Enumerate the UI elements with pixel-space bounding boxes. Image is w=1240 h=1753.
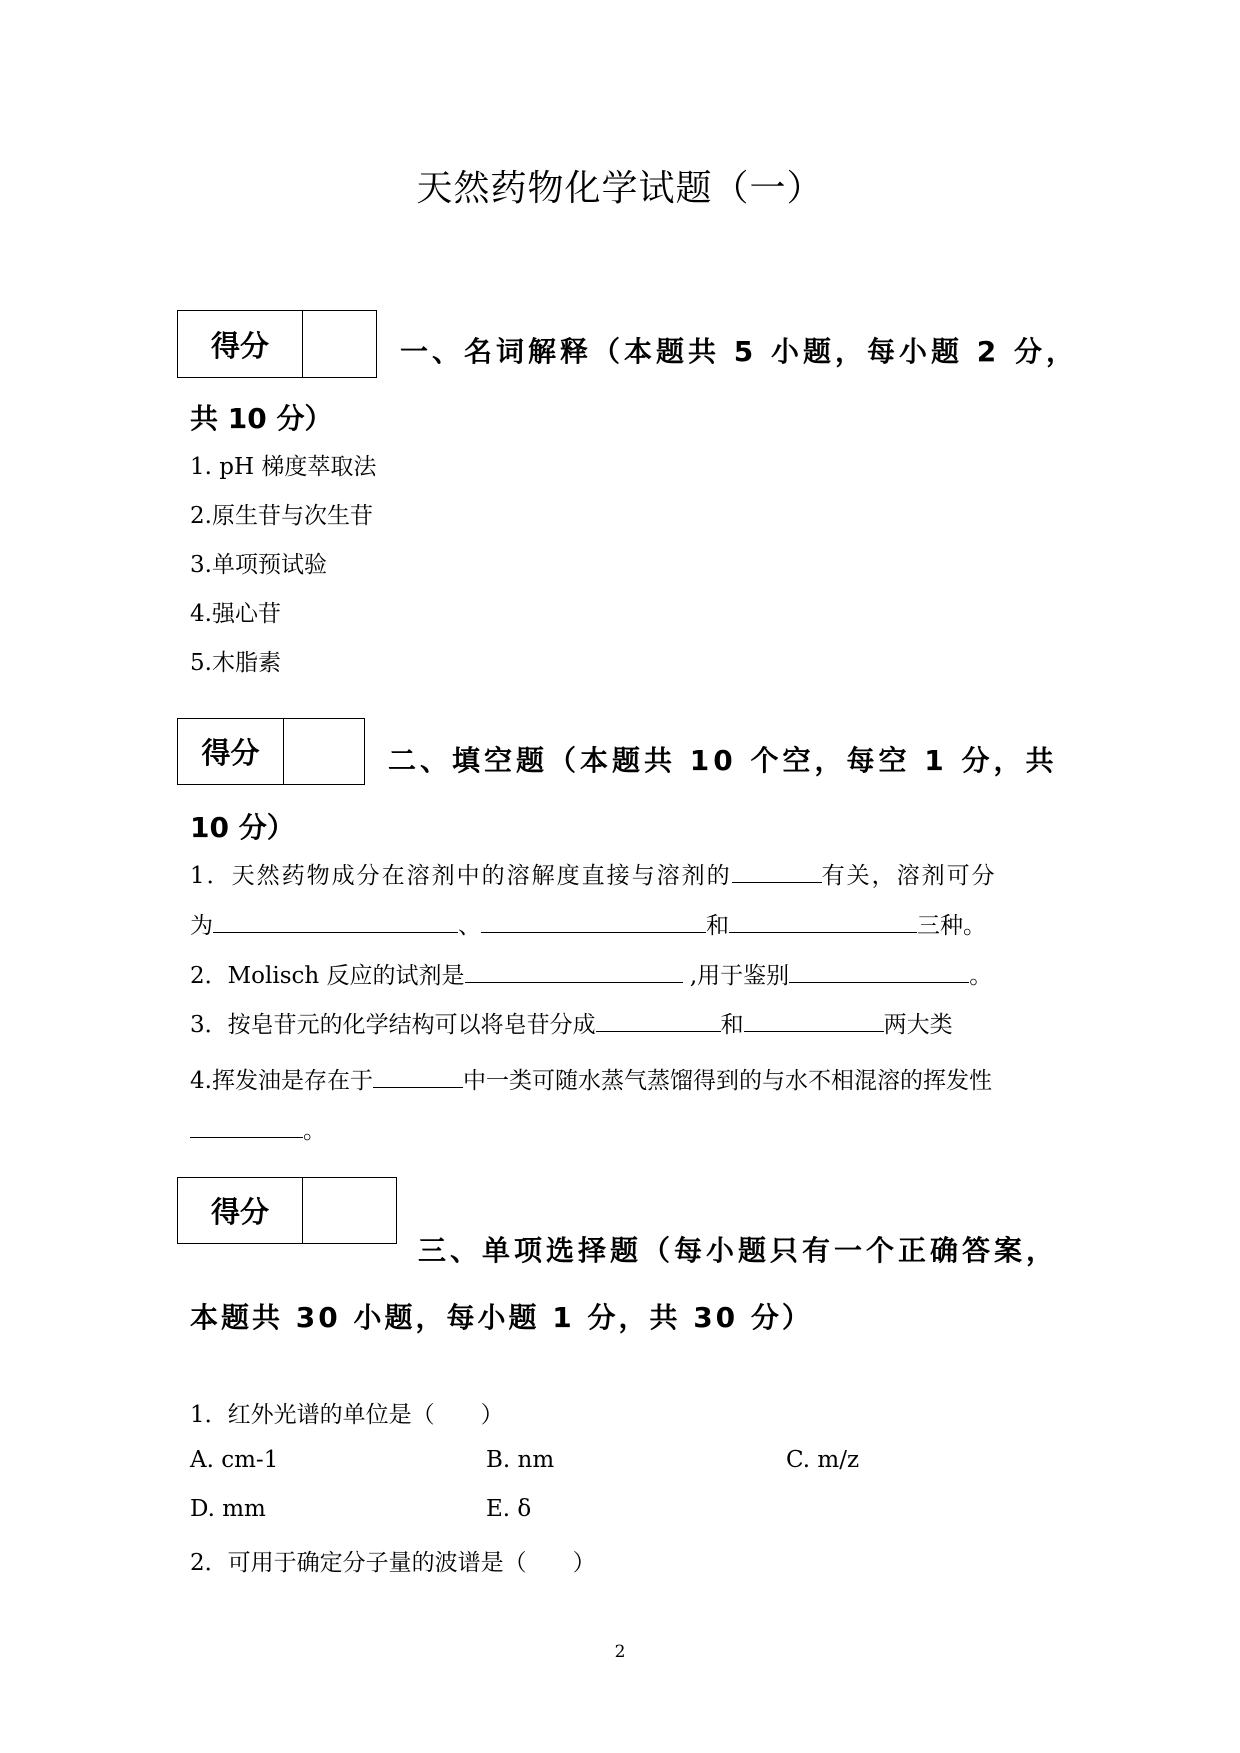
fill-blank[interactable] bbox=[596, 1011, 721, 1032]
fill-blank[interactable] bbox=[213, 912, 458, 933]
q4-text-b: 中一类可随水蒸气蒸馏得到的与水不相混溶的挥发性 bbox=[462, 1068, 992, 1094]
score-label: 得分 bbox=[178, 1178, 303, 1243]
score-label: 得分 bbox=[178, 311, 303, 377]
q3-text-a: 3．按皂苷元的化学结构可以将皂苷分成 bbox=[190, 1012, 596, 1038]
q2-text-b: ,用于鉴别 bbox=[682, 963, 790, 989]
section1-item-3: 3.单项预试验 bbox=[190, 552, 327, 578]
score-label: 得分 bbox=[178, 719, 284, 784]
fill-blank[interactable] bbox=[373, 1067, 463, 1088]
section2-heading-line2: 10 分） bbox=[190, 811, 295, 844]
section1-item-5: 5.木脂素 bbox=[190, 650, 281, 676]
q4-text-c: 。 bbox=[303, 1118, 326, 1144]
section1-heading-line2: 共 10 分） bbox=[190, 402, 333, 435]
page-number: 2 bbox=[614, 1642, 626, 1662]
section3-heading-line2: 本题共 30 小题，每小题 1 分，共 30 分） bbox=[190, 1301, 813, 1334]
fill-blank[interactable] bbox=[732, 862, 822, 883]
q1-text-c: 为 bbox=[190, 913, 213, 939]
section2-q4-line2 bbox=[190, 1112, 326, 1145]
q1-text-d: 、 bbox=[458, 913, 481, 939]
section2-q1-line2 bbox=[190, 907, 986, 940]
section2-heading-line1: 二、填空题（本题共 10 个空，每空 1 分，共 bbox=[388, 744, 1058, 777]
score-box-2 bbox=[177, 718, 365, 785]
section3-heading-line1: 三、单项选择题（每小题只有一个正确答案， bbox=[418, 1234, 1059, 1267]
q1-text-a: 1．天然药物成分在溶剂中的溶解度直接与溶剂的 bbox=[190, 863, 732, 889]
fill-blank[interactable] bbox=[190, 1117, 303, 1138]
fill-blank[interactable] bbox=[481, 912, 706, 933]
section1-item-1: 1. pH 梯度萃取法 bbox=[190, 454, 377, 480]
q3-text-b: 和 bbox=[720, 1012, 744, 1038]
fill-blank[interactable] bbox=[729, 912, 917, 933]
section2-q2 bbox=[190, 957, 992, 990]
q1-text-e: 和 bbox=[706, 913, 729, 939]
section2-q3 bbox=[190, 1006, 953, 1039]
q4-text-a: 4.挥发油是存在于 bbox=[190, 1068, 373, 1094]
q2-text-a: 2．Molisch 反应的试剂是 bbox=[190, 963, 465, 989]
q3-text-c: 两大类 bbox=[883, 1012, 953, 1038]
option-e[interactable]: E. δ bbox=[486, 1496, 532, 1522]
section1-item-2: 2.原生苷与次生苷 bbox=[190, 503, 373, 529]
fill-blank[interactable] bbox=[744, 1011, 884, 1032]
q1-text-f: 三种。 bbox=[917, 913, 986, 939]
section3-q1-stem: 1．红外光谱的单位是（ ） bbox=[190, 1402, 504, 1428]
option-c[interactable]: C. m/z bbox=[786, 1447, 860, 1473]
q1-text-b: 有关，溶剂可分 bbox=[821, 863, 997, 889]
section1-heading-line1: 一、名词解释（本题共 5 小题，每小题 2 分， bbox=[400, 335, 1078, 368]
score-box-1 bbox=[177, 310, 377, 378]
section2-q1-line1 bbox=[190, 857, 997, 890]
option-b[interactable]: B. nm bbox=[486, 1447, 555, 1473]
section2-q4-line1 bbox=[190, 1062, 992, 1095]
section1-item-4: 4.强心苷 bbox=[190, 601, 281, 627]
option-d[interactable]: D. mm bbox=[190, 1496, 266, 1522]
page-title: 天然药物化学试题（一） bbox=[416, 168, 824, 209]
fill-blank[interactable] bbox=[465, 962, 683, 983]
fill-blank[interactable] bbox=[789, 962, 969, 983]
section3-q2-stem: 2．可用于确定分子量的波谱是（ ） bbox=[190, 1550, 596, 1576]
q2-text-c: 。 bbox=[969, 963, 993, 989]
option-a[interactable]: A. cm-1 bbox=[190, 1447, 279, 1473]
score-box-3 bbox=[177, 1177, 397, 1244]
